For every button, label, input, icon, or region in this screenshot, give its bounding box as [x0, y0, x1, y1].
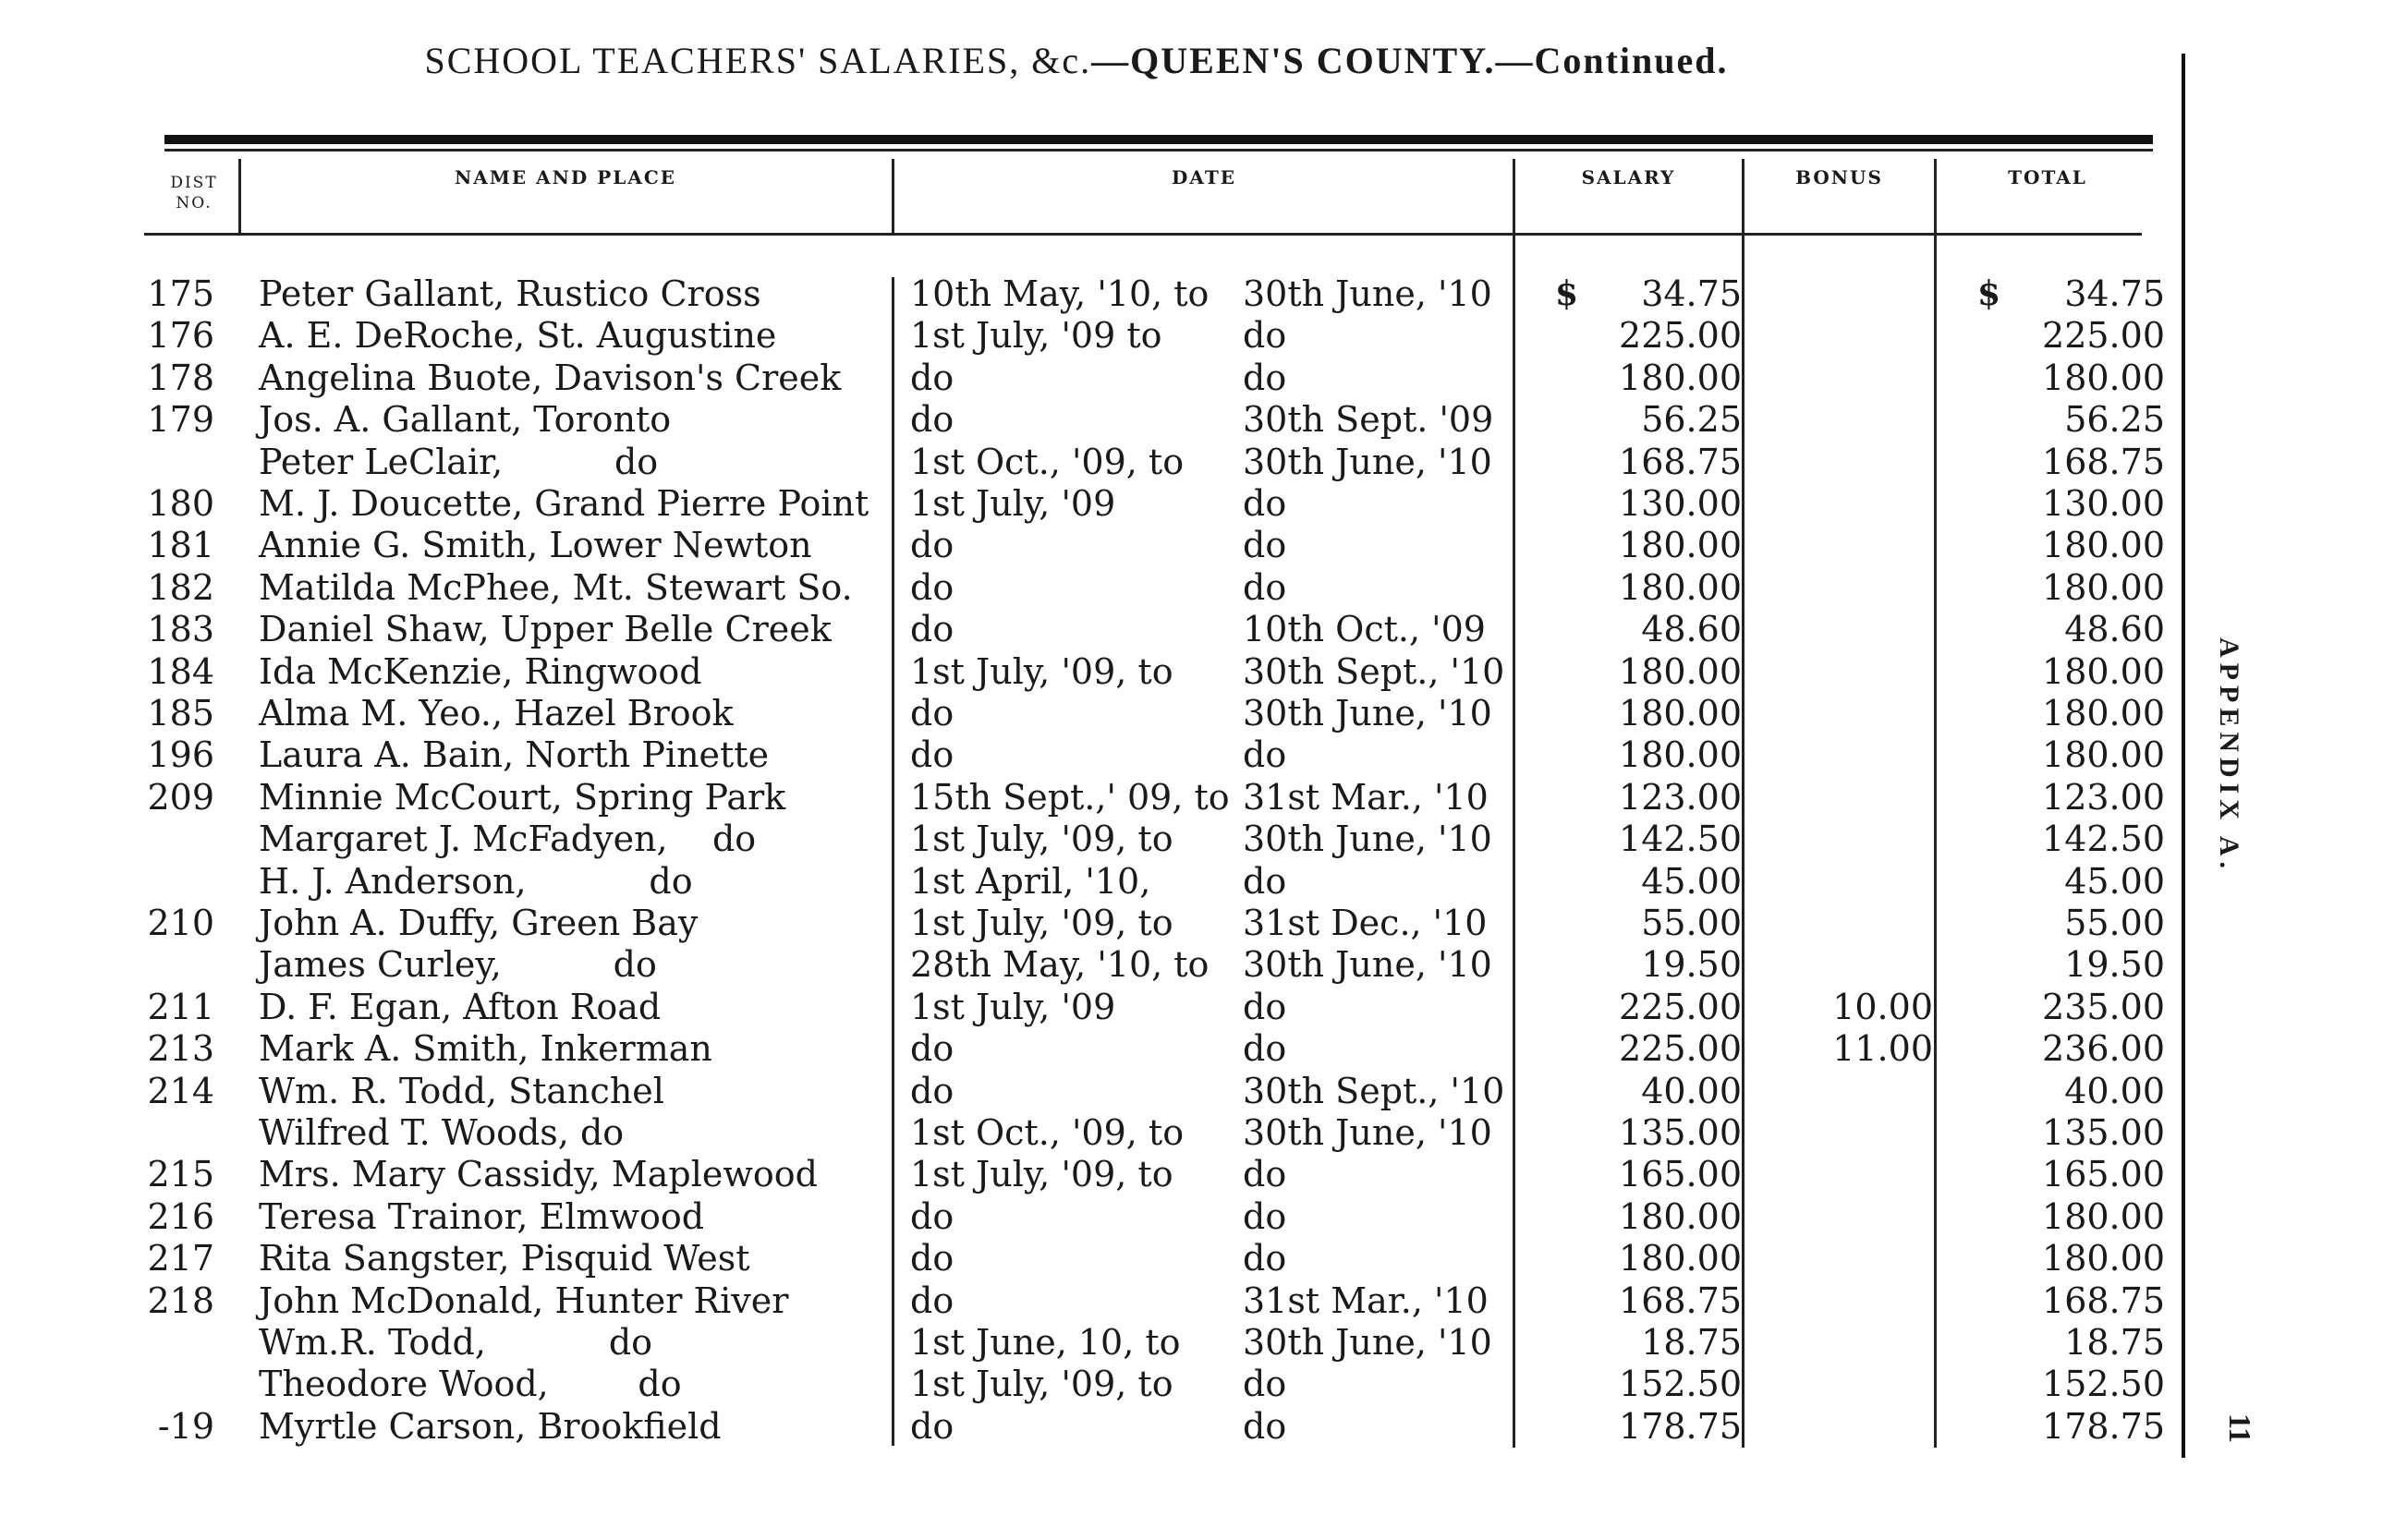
total-cell: 45.00	[2064, 860, 2165, 902]
table-row	[0, 314, 2181, 357]
total-cell: 40.00	[2064, 1070, 2165, 1111]
header-total: TOTAL	[2008, 166, 2087, 188]
table-row	[0, 524, 2181, 566]
date-from-cell: do	[910, 566, 954, 608]
dist-no-cell: 178	[147, 357, 214, 398]
title-part-1: SCHOOL TEACHERS' SALARIES, &c.	[424, 40, 1092, 81]
date-from-cell: 1st July, '09 to	[910, 315, 1162, 357]
dist-no-cell: 216	[147, 1195, 214, 1237]
name-and-place-cell: Rita Sangster, Pisquid West	[259, 1238, 750, 1279]
date-from-cell: 1st June, 10, to	[910, 1322, 1181, 1363]
date-to-cell: do	[1243, 860, 1287, 902]
date-from-cell: do	[910, 1238, 954, 1279]
column-divider-name-header	[892, 159, 894, 233]
date-from-cell: 15th Sept.,' 09, to	[910, 776, 1230, 818]
salary-cell: 123.00	[1619, 776, 1742, 818]
date-to-cell: do	[1243, 483, 1287, 524]
name-and-place-cell: Jos. A. Gallant, Toronto	[259, 399, 672, 441]
date-from-cell: do	[910, 693, 954, 734]
salary-cell: 135.00	[1619, 1112, 1742, 1153]
salary-cell: 225.00	[1619, 315, 1742, 357]
date-from-cell: 1st Oct., '09, to	[910, 441, 1185, 482]
name-and-place-cell: Myrtle Carson, Brookfield	[259, 1405, 722, 1447]
salary-cell: 180.00	[1619, 650, 1742, 692]
dist-no-cell: 179	[147, 399, 214, 441]
table-row	[0, 398, 2181, 441]
date-from-cell: 1st July, '09, to	[910, 903, 1173, 943]
column-divider-dist	[238, 159, 241, 233]
date-to-cell: 30th Sept., '10	[1243, 650, 1505, 692]
salary-cell: 180.00	[1619, 525, 1742, 566]
table-row	[0, 1321, 2181, 1364]
date-from-cell: 28th May, '10, to	[910, 944, 1210, 986]
table-row	[0, 902, 2181, 944]
salary-cell: 180.00	[1619, 1238, 1742, 1279]
column-header-rule	[144, 233, 2142, 236]
name-and-place-cell: D. F. Egan, Afton Road	[259, 986, 662, 1027]
name-and-place-cell: Margaret J. McFadyen, do	[259, 819, 757, 860]
page-right-border	[2182, 54, 2185, 1458]
salary-cell: 180.00	[1619, 357, 1742, 398]
table-row	[0, 566, 2181, 609]
date-to-cell: 30th June, '10	[1243, 693, 1492, 734]
date-to-cell: 30th June, '10	[1243, 819, 1492, 860]
total-cell: 180.00	[2042, 693, 2165, 734]
salary-cell: 18.75	[1641, 1322, 1742, 1363]
name-and-place-cell: H. J. Anderson, do	[259, 860, 693, 902]
name-and-place-cell: Laura A. Bain, North Pinette	[259, 734, 770, 776]
total-cell: 165.00	[2042, 1154, 2165, 1195]
name-and-place-cell: John McDonald, Hunter River	[259, 1279, 789, 1321]
table-row	[0, 1363, 2181, 1405]
date-from-cell: 1st Oct., '09, to	[910, 1112, 1185, 1153]
salary-cell: 34.75	[1641, 273, 1742, 314]
date-from-cell: 1st July, '09, to	[910, 650, 1173, 692]
date-from-cell: 1st July, '09, to	[910, 819, 1173, 860]
total-cell: 135.00	[2042, 1112, 2165, 1153]
title-part-2: —QUEEN'S COUNTY.—Continued.	[1091, 40, 1729, 81]
header-bonus: BONUS	[1795, 166, 1883, 188]
date-from-cell: do	[910, 399, 954, 441]
salary-cell: 225.00	[1619, 986, 1742, 1027]
total-cell: 19.50	[2064, 944, 2165, 986]
header-date: DATE	[1172, 166, 1236, 188]
date-to-cell: 10th Oct., '09	[1243, 609, 1486, 650]
date-to-cell: do	[1243, 1238, 1287, 1279]
dist-no-cell: 211	[147, 986, 214, 1027]
table-row	[0, 818, 2181, 860]
date-from-cell: do	[910, 1279, 954, 1321]
table-row	[0, 1070, 2181, 1112]
dist-no-cell: 215	[147, 1154, 214, 1195]
table-row	[0, 1153, 2181, 1195]
date-to-cell: do	[1243, 1195, 1287, 1237]
table-row	[0, 734, 2181, 776]
page-title	[0, 39, 2153, 82]
table-row	[0, 441, 2181, 483]
table-row	[0, 1111, 2181, 1154]
date-to-cell: 31st Dec., '10	[1243, 903, 1488, 943]
table-row	[0, 1279, 2181, 1322]
date-to-cell: 30th Sept., '10	[1243, 1070, 1505, 1111]
salary-cell: 152.50	[1619, 1364, 1742, 1405]
salary-cell: 168.75	[1619, 441, 1742, 482]
salary-cell: 178.75	[1619, 1405, 1742, 1447]
date-from-cell: do	[910, 1195, 954, 1237]
dist-no-cell: 196	[147, 734, 214, 776]
table-row	[0, 1027, 2181, 1070]
date-from-cell: do	[910, 1405, 954, 1447]
header-name-and-place: NAME AND PLACE	[454, 166, 677, 188]
header-salary: SALARY	[1581, 166, 1676, 188]
table-row	[0, 986, 2181, 1028]
total-currency-symbol: $	[1977, 274, 2001, 313]
table-row	[0, 943, 2181, 986]
date-from-cell: do	[910, 734, 954, 776]
header-dist-no: DIST NO.	[170, 174, 218, 212]
dist-no-cell: -19	[157, 1405, 214, 1447]
total-cell: 180.00	[2042, 1238, 2165, 1279]
dist-no-cell: 180	[147, 483, 214, 524]
total-cell: 180.00	[2042, 1195, 2165, 1237]
dist-no-cell: 184	[147, 650, 214, 692]
page-number: 11	[2222, 1413, 2256, 1444]
name-and-place-cell: John A. Duffy, Green Bay	[259, 903, 699, 943]
total-cell: 18.75	[2064, 1322, 2165, 1363]
total-cell: 180.00	[2042, 650, 2165, 692]
date-to-cell: 30th June, '10	[1243, 944, 1492, 986]
table-row	[0, 482, 2181, 525]
date-to-cell: do	[1243, 566, 1287, 608]
name-and-place-cell: Daniel Shaw, Upper Belle Creek	[259, 609, 832, 650]
dist-no-cell: 175	[147, 273, 214, 314]
date-from-cell: 1st July, '09, to	[910, 1364, 1173, 1405]
salary-cell: 55.00	[1641, 903, 1742, 943]
salary-cell: 225.00	[1619, 1028, 1742, 1070]
date-to-cell: do	[1243, 1364, 1287, 1405]
name-and-place-cell: Wm. R. Todd, Stanchel	[259, 1070, 664, 1111]
total-cell: 142.50	[2042, 819, 2165, 860]
dist-no-cell: 214	[147, 1070, 214, 1111]
table-row	[0, 1195, 2181, 1238]
salary-cell: 180.00	[1619, 693, 1742, 734]
name-and-place-cell: Teresa Trainor, Elmwood	[259, 1195, 705, 1237]
name-and-place-cell: M. J. Doucette, Grand Pierre Point	[259, 483, 869, 524]
date-from-cell: 1st July, '09, to	[910, 1154, 1173, 1195]
date-to-cell: 31st Mar., '10	[1243, 1279, 1489, 1321]
name-and-place-cell: Alma M. Yeo., Hazel Brook	[259, 693, 734, 734]
name-and-place-cell: Mark A. Smith, Inkerman	[259, 1028, 712, 1070]
date-to-cell: do	[1243, 1028, 1287, 1070]
total-cell: 180.00	[2042, 357, 2165, 398]
date-from-cell: 10th May, '10, to	[910, 273, 1210, 314]
bonus-cell: 11.00	[1832, 1028, 1933, 1070]
salary-cell: 180.00	[1619, 1195, 1742, 1237]
total-cell: 130.00	[2042, 483, 2165, 524]
dist-no-cell: 176	[147, 315, 214, 357]
date-to-cell: 30th June, '10	[1243, 1322, 1492, 1363]
salary-cell: 180.00	[1619, 566, 1742, 608]
table-row	[0, 1237, 2181, 1279]
date-from-cell: do	[910, 1028, 954, 1070]
date-to-cell: do	[1243, 986, 1287, 1027]
dist-no-cell: 183	[147, 609, 214, 650]
date-from-cell: 1st July, '09	[910, 986, 1116, 1027]
total-cell: 235.00	[2042, 986, 2165, 1027]
total-cell: 152.50	[2042, 1364, 2165, 1405]
dist-no-cell: 218	[147, 1279, 214, 1321]
date-to-cell: do	[1243, 1154, 1287, 1195]
date-from-cell: do	[910, 609, 954, 650]
total-cell: 225.00	[2042, 315, 2165, 357]
dist-no-cell: 209	[147, 776, 214, 818]
table-row	[0, 1405, 2181, 1448]
total-cell: 178.75	[2042, 1405, 2165, 1447]
name-and-place-cell: Minnie McCourt, Spring Park	[259, 776, 786, 818]
bonus-cell: 10.00	[1832, 986, 1933, 1027]
salary-cell: 19.50	[1641, 944, 1742, 986]
name-and-place-cell: Annie G. Smith, Lower Newton	[259, 525, 812, 566]
name-and-place-cell: Wilfred T. Woods, do	[259, 1112, 625, 1153]
date-to-cell: 30th June, '10	[1243, 273, 1492, 314]
date-from-cell: 1st July, '09	[910, 483, 1116, 524]
total-cell: 123.00	[2042, 776, 2165, 818]
date-to-cell: do	[1243, 734, 1287, 776]
salary-cell: 40.00	[1641, 1070, 1742, 1111]
name-and-place-cell: A. E. DeRoche, St. Augustine	[259, 315, 777, 357]
total-cell: 168.75	[2042, 441, 2165, 482]
total-cell: 48.60	[2064, 609, 2165, 650]
dist-no-cell: 181	[147, 525, 214, 566]
date-to-cell: 30th June, '10	[1243, 1112, 1492, 1153]
name-and-place-cell: James Curley, do	[259, 944, 657, 986]
date-from-cell: 1st April, '10,	[910, 860, 1151, 902]
date-to-cell: do	[1243, 315, 1287, 357]
total-cell: 34.75	[2064, 273, 2165, 314]
appendix-side-label: APPENDIX A.	[2214, 637, 2244, 875]
table-row	[0, 273, 2181, 315]
date-to-cell: do	[1243, 525, 1287, 566]
total-cell: 55.00	[2064, 903, 2165, 943]
table-row	[0, 776, 2181, 819]
name-and-place-cell: Wm.R. Todd, do	[259, 1322, 653, 1363]
total-cell: 180.00	[2042, 566, 2165, 608]
date-to-cell: do	[1243, 1405, 1287, 1447]
name-and-place-cell: Ida McKenzie, Ringwood	[259, 650, 702, 692]
total-cell: 180.00	[2042, 525, 2165, 566]
salary-cell: 165.00	[1619, 1154, 1742, 1195]
salary-cell: 130.00	[1619, 483, 1742, 524]
name-and-place-cell: Angelina Buote, Davison's Creek	[259, 357, 842, 398]
date-to-cell: do	[1243, 357, 1287, 398]
date-to-cell: 30th Sept. '09	[1243, 399, 1494, 441]
table-row	[0, 650, 2181, 693]
dist-no-cell: 217	[147, 1238, 214, 1279]
salary-cell: 168.75	[1619, 1279, 1742, 1321]
salary-cell: 48.60	[1641, 609, 1742, 650]
table-row	[0, 357, 2181, 399]
table-row	[0, 692, 2181, 734]
date-to-cell: 30th June, '10	[1243, 441, 1492, 482]
salary-cell: 142.50	[1619, 819, 1742, 860]
name-and-place-cell: Theodore Wood, do	[259, 1364, 682, 1405]
header-rule-thick	[164, 135, 2153, 144]
total-cell: 56.25	[2064, 399, 2165, 441]
date-from-cell: do	[910, 525, 954, 566]
date-to-cell: 31st Mar., '10	[1243, 776, 1489, 818]
table-row	[0, 860, 2181, 903]
dist-no-cell: 210	[147, 903, 214, 943]
salary-currency-symbol: $	[1555, 274, 1579, 313]
total-cell: 168.75	[2042, 1279, 2165, 1321]
date-from-cell: do	[910, 1070, 954, 1111]
name-and-place-cell: Peter LeClair, do	[259, 441, 659, 482]
salary-cell: 56.25	[1641, 399, 1742, 441]
dist-no-cell: 213	[147, 1028, 214, 1070]
table-row	[0, 608, 2181, 650]
dist-no-cell: 185	[147, 693, 214, 734]
header-rule-thin	[164, 149, 2153, 152]
salary-cell: 180.00	[1619, 734, 1742, 776]
name-and-place-cell: Matilda McPhee, Mt. Stewart So.	[259, 566, 853, 608]
dist-no-cell: 182	[147, 566, 214, 608]
salary-cell: 45.00	[1641, 860, 1742, 902]
total-cell: 236.00	[2042, 1028, 2165, 1070]
name-and-place-cell: Mrs. Mary Cassidy, Maplewood	[259, 1154, 818, 1195]
name-and-place-cell: Peter Gallant, Rustico Cross	[259, 273, 761, 314]
date-from-cell: do	[910, 357, 954, 398]
total-cell: 180.00	[2042, 734, 2165, 776]
